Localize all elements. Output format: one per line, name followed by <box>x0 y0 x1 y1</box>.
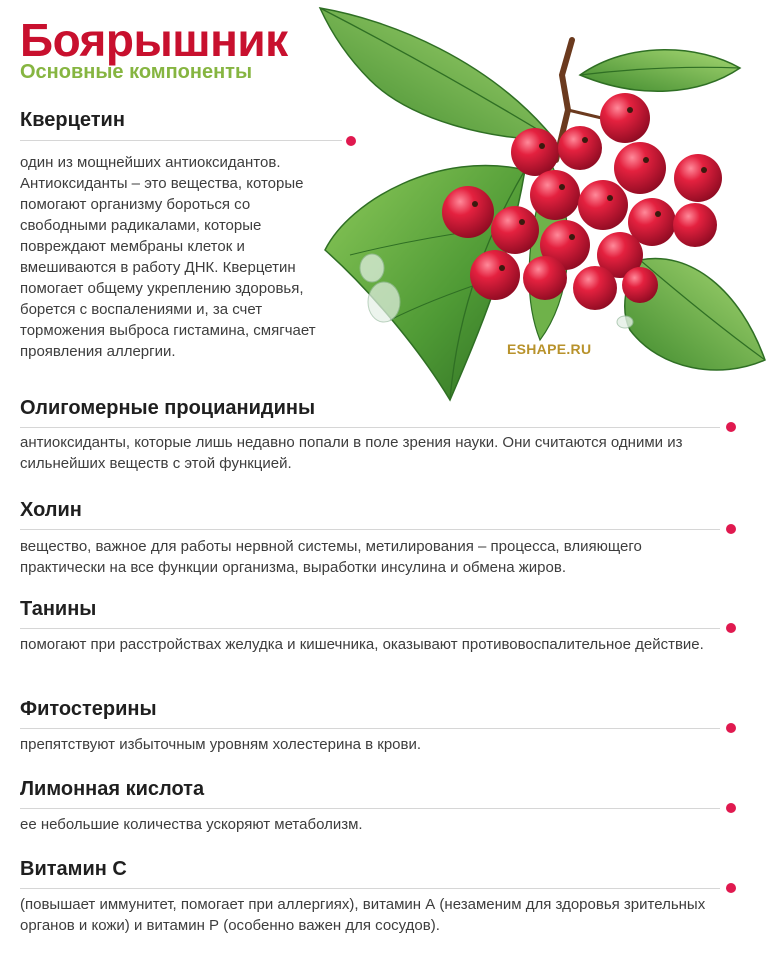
watermark: ESHAPE.RU <box>507 341 592 357</box>
bullet-dot <box>346 136 356 146</box>
section-divider <box>20 529 720 530</box>
section-title: Витамин С <box>20 858 127 880</box>
section-text: вещество, важное для работы нервной системы, метилирования – процесса, влияющего практически на все функции организма, выработки инсулина и обмена жиров. <box>20 538 642 576</box>
section-title: Танины <box>20 598 97 620</box>
bullet-dot <box>726 524 736 534</box>
section-title: Холин <box>20 499 82 521</box>
section-divider <box>20 628 720 629</box>
section-text: ее небольшие количества ускоряют метаболизм. <box>20 816 363 833</box>
section-divider <box>20 140 342 141</box>
section-divider <box>20 427 720 428</box>
section-title: Лимонная кислота <box>20 778 205 800</box>
section-title: Фитостерины <box>20 698 157 720</box>
bullet-dot <box>726 422 736 432</box>
page-subtitle: Основные компоненты <box>20 61 253 83</box>
section-text: (повышает иммунитет, помогает при аллергиях), витамин А (незаменим для здоровья зрительных органов и кожи) и витамин Р (особенно важен для сосудов). <box>20 896 706 934</box>
section-title: Кверцетин <box>20 109 125 131</box>
bullet-dot <box>726 623 736 633</box>
page-title: Боярышник <box>20 14 288 66</box>
section-procyanidins <box>20 396 683 472</box>
section-divider <box>20 808 720 809</box>
section-text: антиоксиданты, которые лишь недавно попали в поле зрения науки. Они считаются одними из сильнейших веществ с этой функцией. <box>20 434 683 472</box>
section-divider <box>20 728 720 729</box>
bullet-dot <box>726 803 736 813</box>
section-title: Олигомерные процианидины <box>20 397 316 419</box>
section-divider <box>20 888 720 889</box>
section-quercetin <box>20 108 316 360</box>
bullet-dot <box>726 723 736 733</box>
section-text: один из мощнейших антиоксидантов. Антиоксиданты – это вещества, которые помогают организму бороться со свободными радикалами, которые повреждают мембраны клеток и вмешиваются в работу ДНК. Кверцетин помогает общему укреплению здоровья, борется с воспалениями и, за счет торможения выброса гистамина, смягчает проявления аллергии. <box>20 154 316 360</box>
section-vitamin-c <box>20 857 706 934</box>
section-choline <box>20 498 642 576</box>
bullet-dot <box>726 883 736 893</box>
section-text: препятствуют избыточным уровням холестерина в крови. <box>20 736 422 753</box>
section-text: помогают при расстройствах желудка и кишечника, оказывают противовоспалительное действие. <box>20 636 704 653</box>
section-citric-acid <box>20 777 363 833</box>
section-tannins <box>20 597 704 653</box>
section-phytosterols <box>20 697 422 753</box>
